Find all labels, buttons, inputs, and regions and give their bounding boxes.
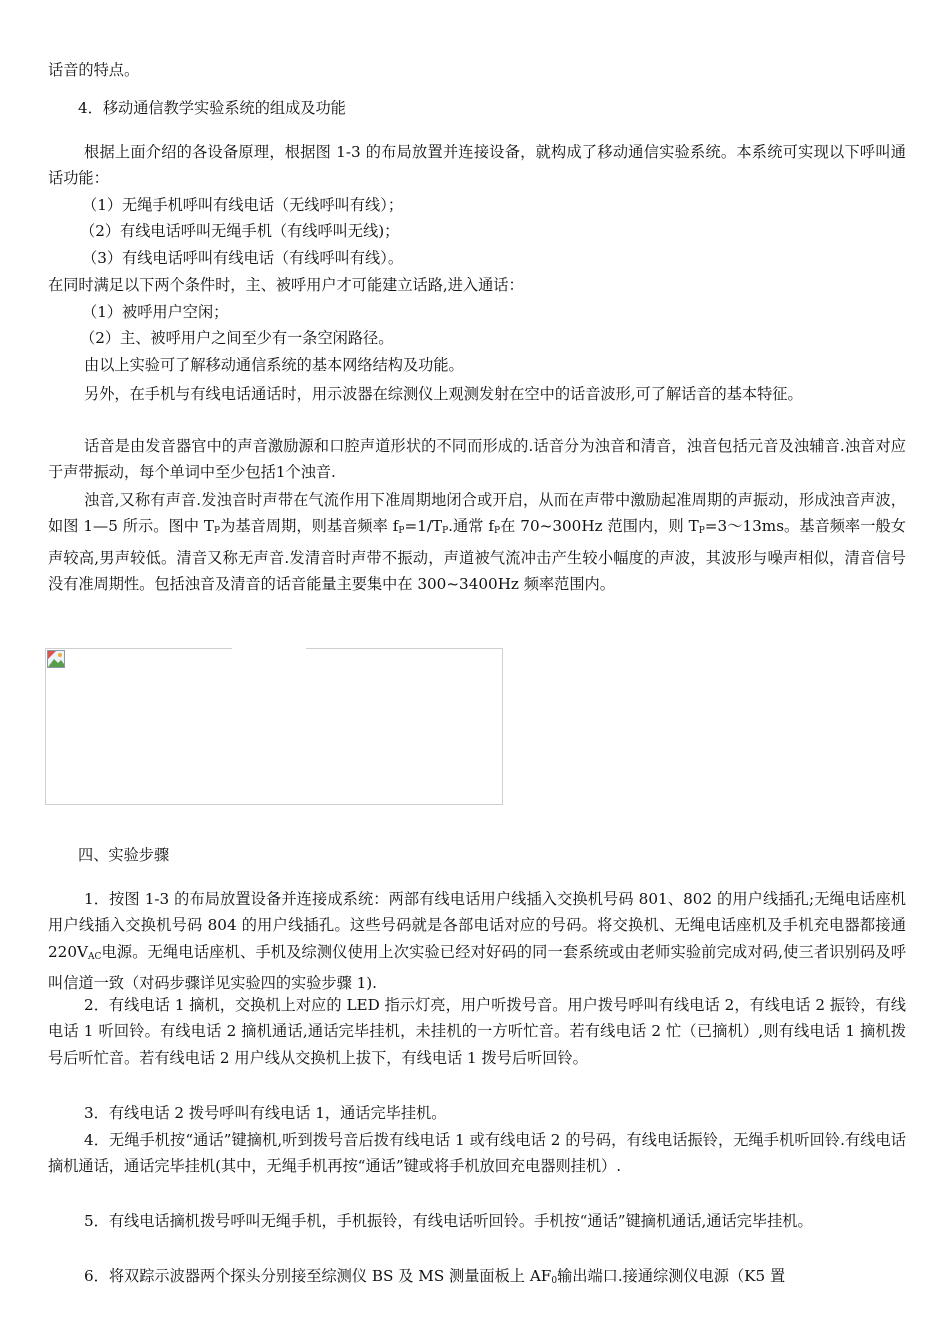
step-6-text-b: 输出端口.接通综测仪电源（K5 置 <box>557 1267 786 1285</box>
condition-item-2: （2）主、被呼用户之间至少有一条空闲路径。 <box>80 329 394 347</box>
voiced-sound-paragraph <box>48 487 906 597</box>
subscript-p: P <box>494 526 501 537</box>
voiced-text-5: 在 70~300Hz 范围内，则 T <box>500 517 699 536</box>
oscilloscope-paragraph: 另外，在手机与有线电话通话时，用示波器在综测仪上观测发射在空中的话音波形,可了解话音的基本特征。 <box>84 385 803 403</box>
voiced-text-2: 为基音周期，则基音频率 f <box>220 517 399 536</box>
step-3: 3．有线电话 2 拨号呼叫有线电话 1，通话完毕挂机。 <box>84 1104 447 1122</box>
call-function-item-3: （3）有线电话呼叫有线电话（有线呼叫有线）。 <box>82 249 404 267</box>
broken-image-icon <box>47 650 65 668</box>
step-2: 2．有线电话 1 摘机，交换机上对应的 LED 指示灯亮，用户听拨号音。用户拨号呼叫有线电话 2，有线电话 2 振铃，有线电话 1 听回铃。有线电话 2 摘机通话,通话完毕挂机，未挂机的一方听忙音。若有线电话 2 忙（已摘机）,则有线电话 1 摘机拨号后听忙音。若有线电话 2 用户线从交换机上拔下，有线电话 1 拨号后听回铃。 <box>48 996 906 1067</box>
step-1 <box>48 886 906 996</box>
subscript-p: P <box>698 526 705 537</box>
step-6 <box>48 1263 906 1294</box>
step-1-text-b: 电源。无绳电话座机、手机及综测仪使用上次实验已经对好码的同一套系统或由老师实验前完成对码,使三者识别码及呼叫信道一致（对码步骤详见实验四的实验步骤 1). <box>48 942 906 992</box>
intro-tail: 话音的特点。 <box>48 61 140 79</box>
step-1-text-a: 1．按图 1-3 的布局放置设备并连接成系统：两部有线电话用户线插入交换机号码 801、802 的用户线插孔;无绳电话座机用户线插入交换机号码 804 的用户线插孔。这些号码就是各部电话对应的号码。将交换机、无绳电话座机及手机充电器都接通 220V <box>48 890 906 961</box>
conditions-intro: 在同时满足以下两个条件时，主、被呼用户才可能建立话路,进入通话： <box>48 276 524 294</box>
speech-origin-paragraph: 话音是由发音器官中的声音激励源和口腔声道形状的不同而形成的.话音分为浊音和清音，浊音包括元音及浊辅音.浊音对应于声带振动，每个单词中至少包括1个浊音. <box>48 437 906 482</box>
voiced-text-6: =3～13ms。基音频率一般女声较高,男声较低。清音又称无声音.发清音时声带不振动，声道被气流冲击产生较小幅度的声波，其波形与噪声相似，清音信号没有准周期性。包括浊音及清音的话音能量主要集中在 300~3400Hz 频率范围内。 <box>48 517 906 593</box>
subscript-0: 0 <box>551 1276 558 1286</box>
summary-line: 由以上实验可了解移动通信系统的基本网络结构及功能。 <box>84 356 464 374</box>
step-5: 5．有线电话摘机拨号呼叫无绳手机，手机振铃，有线电话听回铃。手机按“通话”键摘机通话,通话完毕挂机。 <box>84 1212 813 1230</box>
call-function-item-2: （2）有线电话呼叫无绳手机（有线呼叫无线)； <box>80 222 400 240</box>
steps-heading: 四、实验步骤 <box>78 846 170 864</box>
voiced-text-1: 浊音,又称有声音.发浊音时声带在气流作用下准周期地闭合或开启，从而在声带中激励起准周期的声振动，形成浊音声波，如图 1—5 所示。图中 T <box>48 491 906 536</box>
voiced-text-4: .通常 f <box>448 517 495 536</box>
subscript-p: P <box>214 526 221 537</box>
voiced-text-3: =1/T <box>404 517 443 536</box>
system-intro-paragraph: 根据上面介绍的各设备原理，根据图 1-3 的布局放置并连接设备，就构成了移动通信实验系统。本系统可实现以下呼叫通话功能： <box>48 143 906 188</box>
step-4: 4．无绳手机按“通话”键摘机,听到拨号音后拨有线电话 1 或有线电话 2 的号码，有线电话振铃，无绳手机听回铃.有线电话摘机通话，通话完毕挂机(其中，无绳手机再按“通话”键或将手机放回充电器则挂机）. <box>48 1131 906 1176</box>
subscript-p: P <box>442 526 449 537</box>
section4-heading: 4．移动通信教学实验系统的组成及功能 <box>78 99 346 117</box>
call-function-item-1: （1）无绳手机呼叫有线电话（无线呼叫有线）； <box>82 196 404 214</box>
condition-item-1: （1）被呼用户空闲； <box>82 303 229 321</box>
figure-placeholder <box>45 648 503 805</box>
step-6-text-a: 6．将双踪示波器两个探头分别接至综测仪 BS 及 MS 测量面板上 AF <box>84 1267 552 1285</box>
subscript-ac: AC <box>87 951 102 962</box>
subscript-p: P <box>398 526 405 537</box>
